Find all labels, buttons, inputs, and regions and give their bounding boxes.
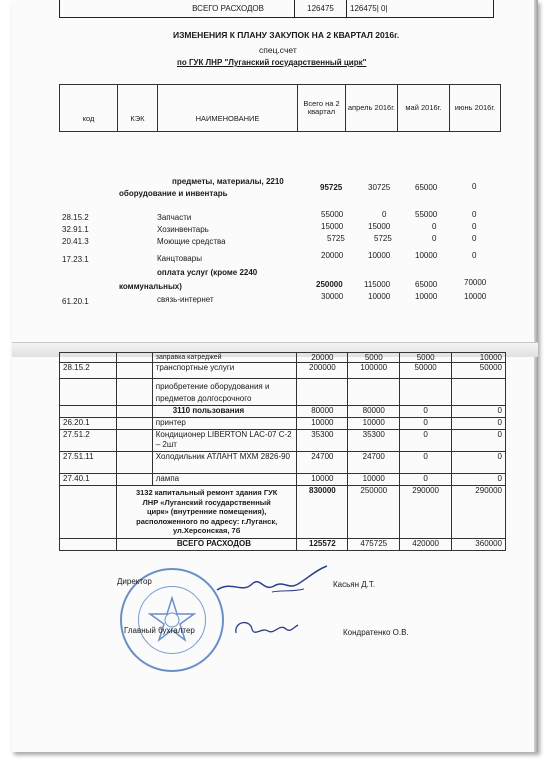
cell <box>348 379 400 406</box>
cell: Кондиционер LIBERTON LAC-07 C-2 – 2шт <box>152 430 297 452</box>
row5-jun: 10000 <box>464 292 487 301</box>
cell: 10000 <box>452 353 506 363</box>
cell: 27.51.11 <box>60 452 117 474</box>
doc-title: ИЗМЕНЕНИЯ К ПЛАНУ ЗАКУПОК НА 2 КВАРТАЛ 2016г. <box>173 30 400 40</box>
table-row <box>60 486 506 539</box>
cell: 5000 <box>348 353 400 363</box>
top-total-v3: 0 <box>381 4 386 13</box>
col-may-label: май 2016г. <box>405 102 442 112</box>
table-row <box>60 474 506 486</box>
top-total-label: ВСЕГО РАСХОДОВ <box>192 4 264 13</box>
cell: Холодильник АТЛАНТ МХМ 2826-90 <box>152 452 297 474</box>
cell <box>60 406 117 418</box>
accountant-signature-icon <box>230 613 300 643</box>
row3-apr: 5725 <box>374 234 392 243</box>
row2-name: Хозинвентарь <box>157 225 209 234</box>
cell: ВСЕГО РАСХОДОВ <box>116 538 297 550</box>
row4-name: Канцтовары <box>157 254 202 263</box>
cell: 80000 <box>297 406 348 418</box>
group1-apr: 30725 <box>368 183 391 192</box>
col-jun-label: июнь 2016г. <box>454 102 496 112</box>
cell: 50000 <box>452 363 506 379</box>
doc-subtitle: спец.счет <box>259 45 297 55</box>
cell: 3110 пользования <box>152 406 297 418</box>
cell <box>297 379 348 406</box>
cell: принтер <box>152 418 297 430</box>
cell: 360000 <box>452 538 506 550</box>
cell: 0 <box>452 418 506 430</box>
cell: 10000 <box>348 418 400 430</box>
group2-total: 250000 <box>316 280 343 289</box>
table-row <box>60 418 506 430</box>
cell <box>60 379 117 406</box>
cell <box>116 353 152 363</box>
row3-name: Моющие средства <box>157 237 226 246</box>
row3-jun: 0 <box>472 234 477 243</box>
cell: 28.15.2 <box>60 363 117 379</box>
row4-jun: 0 <box>472 251 477 260</box>
row4-total: 20000 <box>321 251 344 260</box>
row1-apr: 0 <box>382 210 387 219</box>
col-apr <box>346 85 398 131</box>
row4-may: 10000 <box>415 251 438 260</box>
row2-apr: 15000 <box>368 222 391 231</box>
cell: 35300 <box>297 430 348 452</box>
cell <box>116 474 152 486</box>
cell <box>116 406 152 418</box>
cell: 35300 <box>348 430 400 452</box>
group1-may: 65000 <box>415 183 438 192</box>
row5-code: 61.20.1 <box>62 297 89 306</box>
director-label: Директор <box>117 577 152 586</box>
group2-may: 65000 <box>415 280 438 289</box>
col-name: НАИМЕНОВАНИЕ <box>158 85 298 131</box>
cell: 24700 <box>348 452 400 474</box>
row1-jun: 0 <box>472 210 477 219</box>
col-total-label: Всего на 2 квартал <box>303 98 340 116</box>
cell: 0 <box>400 406 452 418</box>
table-header <box>59 84 501 132</box>
cell: 20000 <box>297 353 348 363</box>
cell <box>400 379 452 406</box>
accountant-label: Главный бухгалтер <box>124 626 195 635</box>
col-kek: КЭК <box>118 85 158 131</box>
row5-total: 30000 <box>321 292 344 301</box>
cell: 0 <box>400 430 452 452</box>
group1-total: 95725 <box>320 183 343 192</box>
table-row <box>60 363 506 379</box>
row2-code: 32.91.1 <box>62 225 89 234</box>
cell: 27.51.2 <box>60 430 117 452</box>
row3-may: 0 <box>432 234 437 243</box>
cell: транспортные услуги <box>152 363 297 379</box>
cell: 24700 <box>297 452 348 474</box>
cell <box>60 353 117 363</box>
table-row <box>60 452 506 474</box>
cell: 0 <box>452 452 506 474</box>
cell: 0 <box>452 406 506 418</box>
group2-name-1: оплата услуг (кроме 2240 <box>157 268 258 277</box>
row1-name: Запчасти <box>157 213 192 222</box>
table-row-total <box>60 538 506 550</box>
row3-total: 5725 <box>327 234 345 243</box>
cell: 0 <box>452 430 506 452</box>
col-apr-label: апрель 2016г. <box>347 102 396 112</box>
cell: 420000 <box>400 538 452 550</box>
cell: 10000 <box>348 474 400 486</box>
table-row <box>60 379 506 406</box>
cell: 10000 <box>297 418 348 430</box>
cell: 200000 <box>297 363 348 379</box>
cell <box>116 363 152 379</box>
cell: 27.40.1 <box>60 474 117 486</box>
doc-org: по ГУК ЛНР "Луганский государственный цирк" <box>177 58 367 67</box>
cell <box>452 379 506 406</box>
cell: 475725 <box>348 538 400 550</box>
cell: приобретение оборудования и предметов долгосрочного <box>152 379 297 406</box>
col-may <box>398 85 450 131</box>
top-total-label-cell <box>60 0 295 17</box>
top-total-v1: 126475 <box>295 0 347 17</box>
cell: 3132 капитальный ремонт здания ГУК ЛНР «Луганский государственный цирк» (внутренние помещения), расположенного по адресу: г.Луганск, ул.Херсонская, 7б <box>116 486 297 539</box>
page-edge-shadow <box>534 0 538 752</box>
cell: 5000 <box>400 353 452 363</box>
section2-table <box>59 352 506 551</box>
row1-may: 55000 <box>415 210 438 219</box>
cell: 290000 <box>452 486 506 539</box>
table-row <box>60 406 506 418</box>
row5-may: 10000 <box>415 292 438 301</box>
cell: 125572 <box>297 538 348 550</box>
group2-jun: 70000 <box>464 278 487 287</box>
cell <box>116 452 152 474</box>
cell: 10000 <box>297 474 348 486</box>
row1-code: 28.15.2 <box>62 213 89 222</box>
group1-name-1: предметы, материалы, 2210 <box>172 177 284 186</box>
cell: 0 <box>452 474 506 486</box>
director-signature-icon <box>212 562 332 602</box>
director-name: Касьян Д.Т. <box>333 580 376 589</box>
top-total-v2-cell: 126475| 0| <box>350 4 388 13</box>
row3-code: 20.41.3 <box>62 237 89 246</box>
row5-apr: 10000 <box>368 292 391 301</box>
cell <box>116 430 152 452</box>
row4-apr: 10000 <box>368 251 391 260</box>
group2-name-2: коммунальных) <box>119 282 182 291</box>
cell: 290000 <box>400 486 452 539</box>
table-row <box>60 353 506 363</box>
cell: 0 <box>400 418 452 430</box>
accountant-name: Кондратенко О.В. <box>343 628 409 637</box>
cell: заправка катреджей <box>152 353 297 363</box>
cell: 250000 <box>348 486 400 539</box>
cell: 0 <box>400 474 452 486</box>
row5-name: связь-интернет <box>157 295 214 304</box>
cell: 0 <box>400 452 452 474</box>
row2-may: 0 <box>432 222 437 231</box>
cell: 100000 <box>348 363 400 379</box>
group1-name-2: оборудование и инвентарь <box>119 189 228 198</box>
group2-apr: 115000 <box>364 280 391 289</box>
row4-code: 17.23.1 <box>62 255 89 264</box>
row2-jun: 0 <box>472 222 477 231</box>
col-jun <box>450 85 500 131</box>
cell <box>116 418 152 430</box>
col-total <box>298 85 346 131</box>
document-page <box>12 0 538 752</box>
row1-total: 55000 <box>321 210 344 219</box>
cell: 50000 <box>400 363 452 379</box>
col-code: код <box>60 85 118 131</box>
top-total-row <box>59 0 494 18</box>
cell: 830000 <box>297 486 348 539</box>
cell <box>60 486 117 539</box>
table-row <box>60 430 506 452</box>
row2-total: 15000 <box>321 222 344 231</box>
top-total-v2: 126475 <box>350 4 377 13</box>
group1-jun: 0 <box>472 182 477 191</box>
cell: 26.20.1 <box>60 418 117 430</box>
cell <box>116 379 152 406</box>
cell <box>60 538 117 550</box>
cell: лампа <box>152 474 297 486</box>
cell: 80000 <box>348 406 400 418</box>
